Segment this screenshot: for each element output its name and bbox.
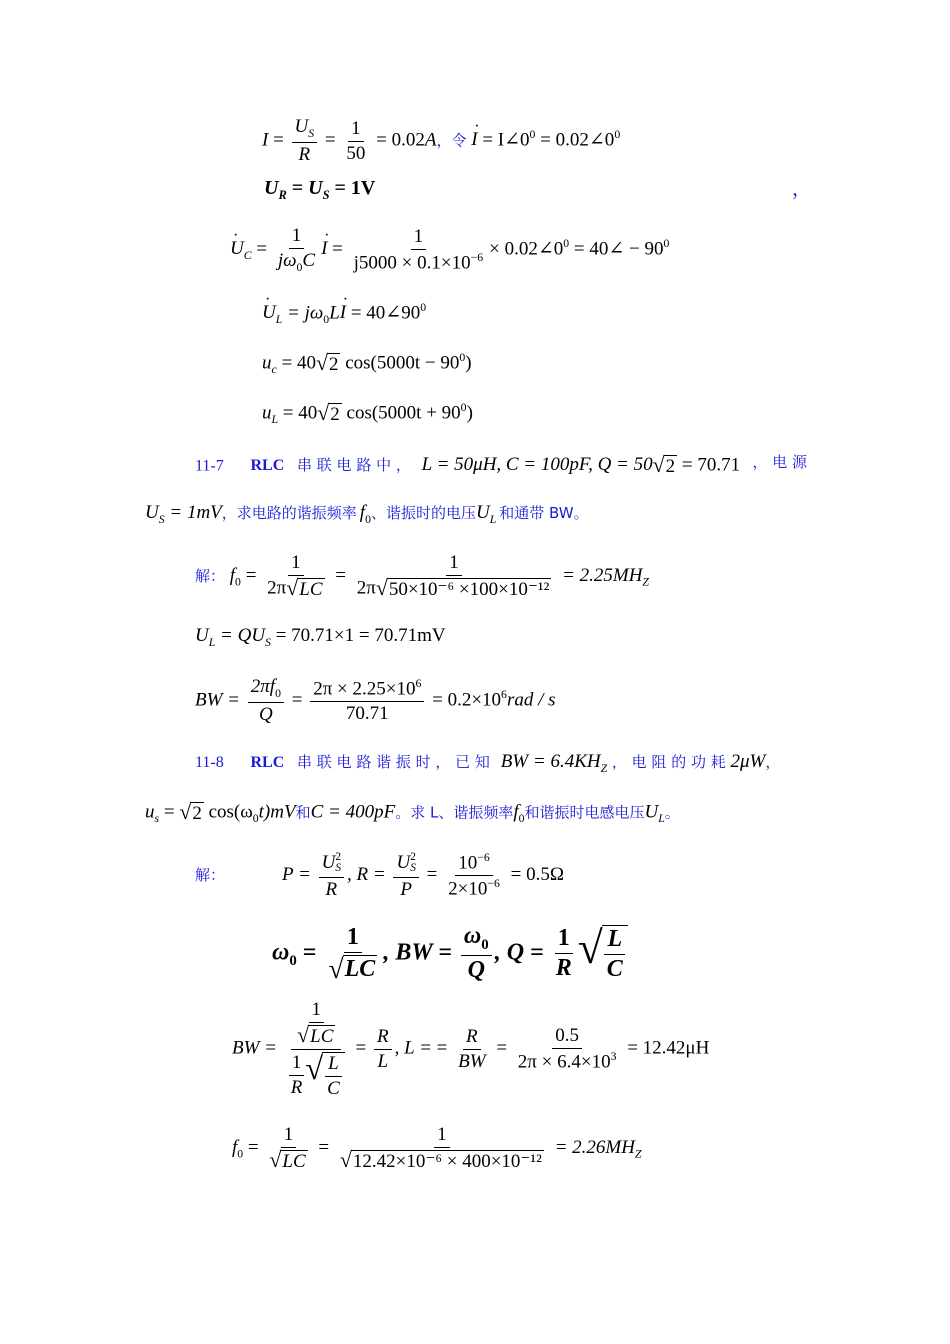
eq-ur: $U_R = U_S = 1V$ [264,177,376,202]
eq-ul: · $U_L = j\omega_0L\cdot I$ = $40\angle 90^0$ [262,302,426,326]
frac-l-value: $\frac{0.5}{2\pi \times 6.4\times 10^3}$ [517,1025,617,1073]
eq-current: I = $\frac{U_S}{R}$ = $\frac{1}{50}$ = 0.02A，令 · $I = I\angle 0^0$ = $0.02\angle 0^0$ [262,117,620,165]
eq-uc: · $U_C$ = $\frac{1}{j\omega_0C}$ · I = $\frac{1}{j5000 \times 0.1\times 10^{-6}}$ × $0.02\angle 0^0$ = 40∠ − $90^0$ [230,226,669,274]
frac-f0-c: 1 √ LC [269,1124,306,1172]
frac-q: $\frac{1}{R}$ [555,925,572,982]
problem-11-7-line1: 11-7 RLC 串 联 电 路 中 ， L = 50μH, C = 100pF, Q = 50 √ 2 = 70.71 ， 电 源 [195,453,807,477]
var-i: I [262,129,269,151]
frac-1-j5000: $\frac{1}{j5000 \times 0.1\times 10^{-6}}$ [353,225,484,274]
frac-r-bw: $\frac{R}{BW}$ [458,1025,486,1072]
frac-bw-b: $\frac{2\pi \times 2.25\times 10^6}{70.71}$ [310,678,424,724]
frac-bw-compound: 1 √ LC $\frac{1}{R}$ √ $\frac{L}{C}$ [285,1000,348,1099]
frac-us-r: $\frac{U_S}{R}$ [292,117,318,165]
frac-f0-b: 1 2π √ 50×10⁻⁶ ×100×10⁻¹² [356,552,550,600]
frac-r: U 2 S P [393,852,418,900]
solution-f0: 解： $f_0$ = 1 2π √ LC = 1 2π √ 50×10⁻⁶ ×100×10⁻¹² = $2.25MH_Z$ [195,552,649,600]
problem-11-8-line1: 11-8 RLC 串 联 电 路 谐 振 时 ， 已 知 BW = $6.4KH_Z$ ， 电 阻 的 功 耗 2μW， [195,751,781,775]
text-ling: ，令 [436,131,467,150]
frac-1-50: $\frac{1}{50}$ [346,117,366,164]
solution-bw: BW = $\frac{2\pi f_0}{Q}$ = $\frac{2\pi \times 2.25\times 10^6}{70.71}$ = $0.2\times 10^6rad / s$ [195,676,556,726]
solution-bw-l: BW = 1 √ LC $\frac{1}{R}$ √ $\frac{L}{C}$ = $\frac{R}{L}$ , L = = $\frac{R}{BW}$ = $\frac{0.5}{2\pi \times 6.4\times 10^3}$ = 12.42μH [232,999,710,1099]
frac-p: U 2 S R [319,852,344,900]
frac-r-l: $\frac{R}{L}$ [374,1027,392,1072]
problem-11-7-line2: $U_S = 1mV$，求电路的谐振频率 $f_0$、谐振时的电压$U_L$ 和通带 BW。 [145,502,589,526]
solution-p-r: P = U 2 S R , R = U 2 S P = $\frac{10^{-6}}{2\times 10^{-6}}$ = 0.5Ω [282,851,564,900]
frac-f0-a: 1 2π √ LC [267,552,323,600]
formula-w0-bw-q: $\omega_0$ = 1 √ LC , BW = $\frac{\omega_0}{Q}$ , Q = $\frac{1}{R}$ √ $\frac{L}{C}$ [272,924,628,984]
frac-1-jwc: $\frac{1}{j\omega_0C}$ [277,225,316,274]
solution-f0-2: $f_0$ = 1 √ LC = 1 √ 12.42×10⁻⁶ × 400×10⁻¹² = $2.26MH_Z$ [232,1124,642,1172]
eq-ul-time: $u_L = 40$ √ 2 $\cos(5000t + 90^0)$ [262,401,473,427]
frac-bw-w0-q: $\frac{\omega_0}{Q}$ [461,924,492,984]
solution-label: 解： [195,866,226,884]
solution-ul: $U_L = QU_S = 70.71\times 1 = 70.71mV$ [195,625,446,649]
frac-bw-a: $\frac{2\pi f_0}{Q}$ [248,677,284,725]
frac-r-value: $\frac{10^{-6}}{2\times 10^{-6}}$ [448,851,500,900]
frac-f0-d: 1 √ 12.42×10⁻⁶ × 400×10⁻¹² [339,1124,542,1172]
frac-w0: 1 √ LC [328,923,376,985]
trailing-comma: ， [792,179,812,200]
eq-uc-time: $u_c = 40$ √ 2 $\cos(5000t - 90^0)$ [262,351,472,377]
problem-11-8-line2: $u_s$ = √ 2 $\cos(\omega_0t)mV$和C = 400pF。求 L、谐振频率$f_0$和谐振时电感电压$U_L$。 [145,800,680,826]
